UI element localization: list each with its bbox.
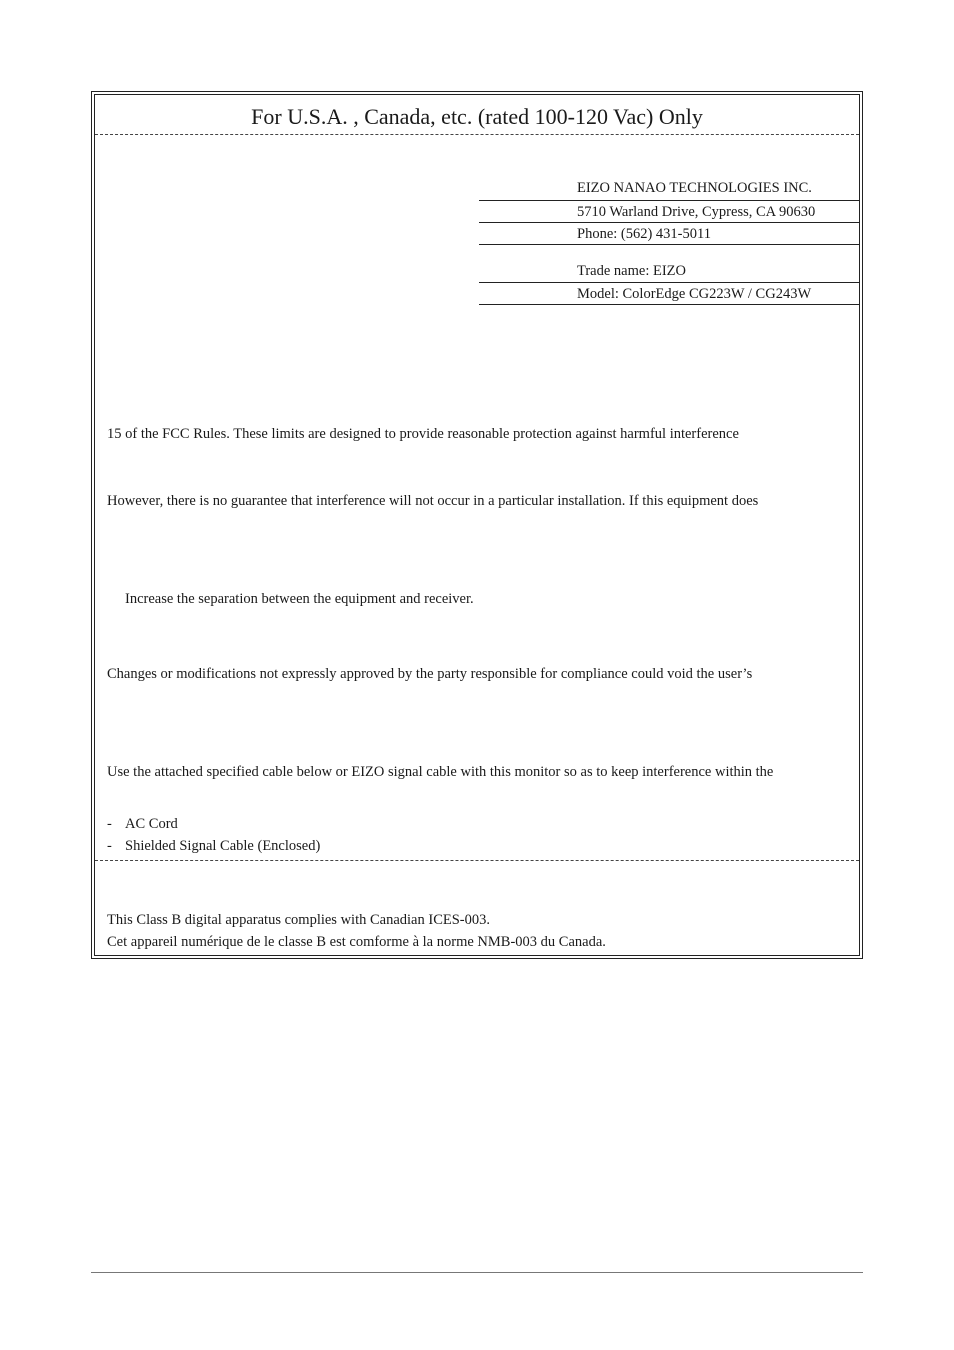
fcc-separation-text: Increase the separation between the equipment and receiver. — [125, 591, 474, 607]
title-divider — [95, 134, 859, 135]
canada-english-text: This Class B digital apparatus complies with Canadian ICES-003. — [107, 912, 490, 928]
fcc-cable-text: Use the attached specified cable below or EIZO signal cable with this monitor so as to keep interference within the — [107, 764, 774, 780]
list-dash: - — [107, 816, 112, 832]
company-phone: Phone: (562) 431-5011 — [577, 226, 711, 242]
trade-name: Trade name: EIZO — [577, 263, 686, 279]
company-address: 5710 Warland Drive, Cypress, CA 90630 — [577, 204, 816, 220]
cable-item-ac-cord: AC Cord — [125, 816, 178, 832]
fcc-guarantee-text: However, there is no guarantee that interference will not occur in a particular installation. If this equipment does — [107, 493, 759, 509]
model-name: Model: ColorEdge CG223W / CG243W — [577, 286, 812, 302]
fcc-changes-text: Changes or modifications not expressly approved by the party responsible for compliance could void the user’s — [107, 666, 753, 682]
compliance-frame — [91, 91, 863, 959]
section-divider — [95, 860, 859, 861]
table-rule — [479, 244, 859, 245]
compliance-frame-inner — [94, 94, 860, 956]
cable-item-signal-cable: Shielded Signal Cable (Enclosed) — [125, 838, 321, 854]
footer-rule — [91, 1272, 863, 1273]
list-dash: - — [107, 838, 112, 854]
section-title: For U.S.A. , Canada, etc. (rated 100-120 Vac) Only — [251, 104, 703, 129]
fcc-rules-text: 15 of the FCC Rules. These limits are designed to provide reasonable protection against harmful interference — [107, 426, 739, 442]
table-rule — [479, 282, 859, 283]
company-name: EIZO NANAO TECHNOLOGIES INC. — [577, 180, 812, 196]
table-rule — [479, 200, 859, 201]
canada-french-text: Cet appareil numérique de le classe B est comforme à la norme NMB-003 du Canada. — [107, 934, 606, 950]
table-rule — [479, 304, 859, 305]
table-rule — [479, 222, 859, 223]
